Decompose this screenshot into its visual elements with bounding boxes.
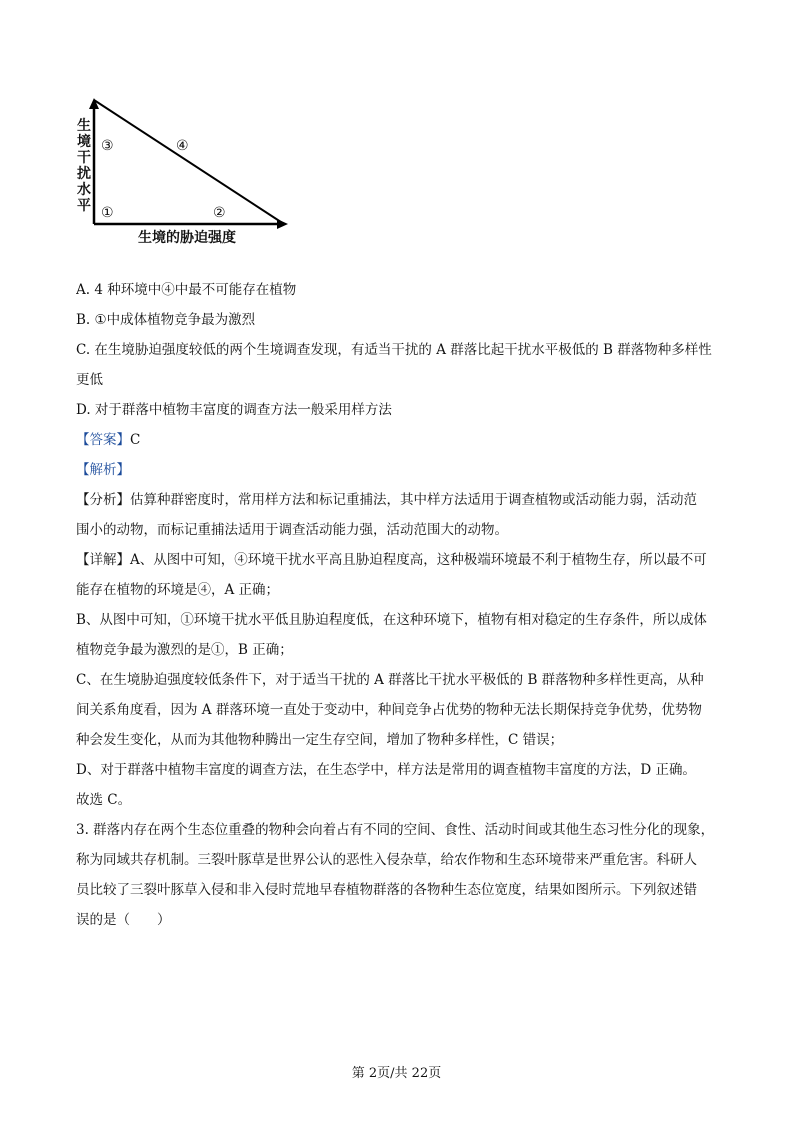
page-footer: 第 2页/共 22页 [351,1066,442,1081]
question-3-line: 误的是（ ） [76,912,171,928]
option-d: D. 对于群落中植物丰富度的调查方法一般采用样方法 [76,402,392,418]
answer-line [76,425,766,455]
region-4-label: ④ [176,138,189,154]
y-axis-label-char: 境 [77,134,91,150]
option-c-line-2: 更低 [76,372,103,388]
question-3-line: 称为同域共存机制。三裂叶豚草是世界公认的恶性入侵杂草，给农作物和生态环境带来严重危害。科研人 [76,852,697,868]
content-text [76,275,766,935]
y-axis-label-char: 平 [77,198,91,214]
analysis-line: 围小的动物，而标记重捕法适用于调查活动能力强，活动范围大的动物。 [76,522,508,538]
answer-value: C [130,432,141,448]
analysis-line: D、对于群落中植物丰富度的调查方法，在生态学中，样方法是常用的调查植物丰富度的方法，D 正确。 [76,762,696,778]
triangle-diagram [72,90,302,250]
analysis-title: 【解析】 [76,462,130,478]
option-c-line-1: C. 在生境胁迫强度较低的两个生境调查发现，有适当干扰的 A 群落比起干扰水平极低的 B 群落物种多样性 [76,342,712,358]
hypotenuse-line [94,100,284,224]
answer-label: 【答案】 [76,432,130,448]
y-axis-label [75,118,93,214]
region-2-label: ② [213,205,226,221]
y-axis-label-char: 干 [77,150,91,166]
analysis-line: 【详解】A、从图中可知，④环境干扰水平高且胁迫程度高，这种极端环境最不利于植物生存，所以最不可 [76,552,707,568]
analysis-line: 植物竞争最为激烈的是①，B 正确； [76,642,293,658]
analysis-line: 能存在植物的环境是④，A 正确； [76,582,280,598]
triangle-diagram-svg [72,90,302,250]
y-axis-label-char: 生 [77,118,91,134]
analysis-line: 间关系角度看，因为 A 群落环境一直处于变动中，种间竞争占优势的物种无法长期保持竞争优势，优势物 [76,702,702,718]
option-a: A. 4 种环境中④中最不可能存在植物 [76,282,297,298]
question-3-line: 3. 群落内存在两个生态位重叠的物种会向着占有不同的空间、食性、活动时间或其他生态习性分化的现象， [76,822,715,838]
y-axis-label-char: 扰 [77,166,91,182]
region-3-label: ③ [101,138,114,154]
y-axis-label-char: 水 [77,182,91,198]
option-b: B. ①中成体植物竞争最为激烈 [76,312,256,328]
x-axis-label: 生境的胁迫强度 [138,230,236,246]
analysis-line: C、在生境胁迫强度较低条件下，对于适当干扰的 A 群落比干扰水平极低的 B 群落物种多样性更高，从种 [76,672,704,688]
analysis-line: B、从图中可知，①环境干扰水平低且胁迫程度低，在这种环境下，植物有相对稳定的生存条件，所以成体 [76,612,707,628]
question-3-line: 员比较了三裂叶豚草入侵和非入侵时荒地早春植物群落的各物种生态位宽度，结果如图所示。下列叙述错 [76,882,697,898]
analysis-line: 故选 C。 [76,792,132,808]
analysis-line: 种会发生变化，从而为其他物种腾出一定生存空间，增加了物种多样性，C 错误； [76,732,564,748]
y-axis-arrow [89,98,99,109]
analysis-line: 【分析】估算种群密度时，常用样方法和标记重捕法，其中样方法适用于调查植物或活动能力弱，活动范 [76,492,697,508]
region-1-label: ① [101,205,114,221]
